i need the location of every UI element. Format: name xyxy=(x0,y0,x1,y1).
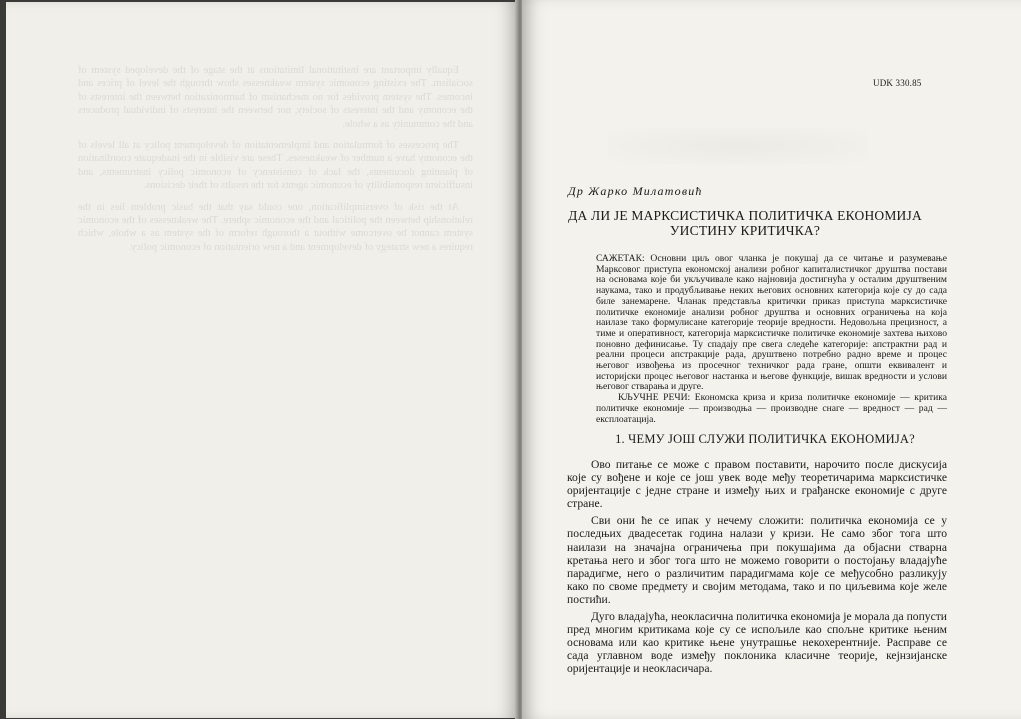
page-stain xyxy=(608,128,868,164)
left-page xyxy=(6,2,518,718)
body-text xyxy=(567,458,947,680)
article-title xyxy=(560,208,930,238)
abstract-text: САЖЕТАК: Основни циљ овог чланка је покушај да се читање и разумевање Марксовог приступа економској анализи робног капиталистичког друштва постави на основама које би укључивале како најновија достигнућа у осталим друштвеним наукама, тако и продубљивање неких његових основних категорија које су до сада биле занемарене. Чланак представља критички приказ приступа марксистичке политичке економије анализи робног друштва и основних ограничења на која наилазе тако формулисане категорије теорије вредности. Недовољна прецизност, а тиме и оперативност, категорија марксистичке политичке економије захтева њихово поновно дефинисање. Ту спадају пре свега следеће категорије: апстрактни рад и реални процеси апстракције рада, друштвено потребно радно време и процес његовог извођења из просечног техничког рада гране, општи еквивалент и историјски процес његовог настанка и његове функције, вишак вредности и услови његовог стварања и друге. xyxy=(596,253,947,393)
show-through-paragraph: At the risk of oversimplification, one could say that the basic problem lies in the relationship between the political and the economic sphere. The weaknesses of the economic system cannot be overcome without a thorough reform of the system as a whole, which requires a new strategy of development and a new orientation of economic policy. xyxy=(78,201,473,253)
udk-classification: UDK 330.85 xyxy=(873,78,922,88)
body-paragraph: Ово питање се може с правом поставити, нарочито после дискусија које су вођене и које се још увек воде међу теоретичарима марксистичке оријентације с једне стране и између њих и грађанске економије с друге стране. xyxy=(567,458,947,511)
keywords-text: КЉУЧНЕ РЕЧИ: Економска криза и криза политичке економије — критика политичке економије — производња — производне снаге — вредност — рад — експлоатација. xyxy=(596,392,947,425)
body-paragraph: Сви они ће се ипак у нечему сложити: политичка економија се у последњих двадесетак година налази у кризи. Не само због тога што наилази на значајна ограничења при покушајима да објасни стварна кретања него и због тога што не можемо говорити о постојању владајуће парадигме, него о различитим парадигмама које се међусобно разликују како по своме предмету и својим методама, тако и по циљевима које желе постићи. xyxy=(567,514,947,606)
article-title-line: УИСТИНУ КРИТИЧКА? xyxy=(669,223,821,238)
show-through-paragraph: Equally important are institutional limitations at the stage of the developed system of socialism. The existing economic system weaknesses show through the level of prices and incomes. The system provides for no mechanism of harmonization between the interests of the economy and the interests of society, nor between the interests of individual producers and the community as a whole. xyxy=(78,65,473,130)
author-name: Др Жарко Милатовић xyxy=(568,184,703,198)
show-through-text xyxy=(78,64,473,664)
article-title-line: ДА ЛИ ЈЕ МАРКСИСТИЧКА ПОЛИТИЧКА ЕКОНОМИЈА xyxy=(568,208,922,223)
show-through-paragraph: The processes of formulation and implementation of development policy at all levels of the economy have a number of weaknesses. These are visible in the inadequate coordination of planning documents, the lack of consistency of economic policy instruments, and insufficient responsibility of economic agents for the results of their decisions. xyxy=(78,140,473,192)
abstract-block xyxy=(596,254,947,425)
section-heading: 1. ЧЕМУ ЈОШ СЛУЖИ ПОЛИТИЧКА ЕКОНОМИЈА? xyxy=(615,432,915,446)
body-paragraph: Дуго владајућа, неокласична политичка економија је морала да попусти пред многим критикама које су се испољиле као спољне критике њеним основама или као критике њене унутрашње некохерентније. Расправе се сада углавном воде између поклоника класичне теорије, кејнзијанске оријентације и неокласичара. xyxy=(567,610,947,676)
